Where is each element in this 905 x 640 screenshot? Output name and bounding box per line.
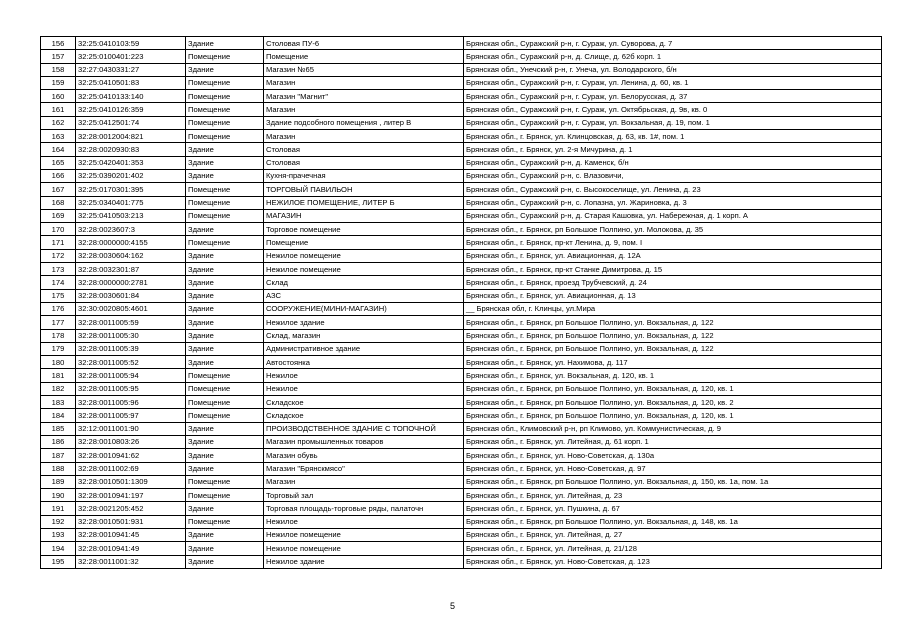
cadastral-number-cell: 32:28:0010941:197 [76, 489, 186, 502]
object-name-cell: Помещение [264, 50, 464, 63]
cadastral-number-cell: 32:27:0430331:27 [76, 63, 186, 76]
table-row [41, 449, 882, 462]
table-row [41, 342, 882, 355]
object-type-cell: Здание [186, 302, 264, 315]
object-address-cell: Брянская обл., г. Брянск, ул. Ново-Советская, д. 130а [464, 449, 882, 462]
table-row [41, 528, 882, 541]
cadastral-number-cell: 32:25:0410503:213 [76, 209, 186, 222]
object-type-cell: Здание [186, 263, 264, 276]
object-type-cell: Помещение [186, 209, 264, 222]
object-address-cell: Брянская обл., г. Брянск, рп Большое Полпино, ул. Вокзальная, д. 120, кв. 1 [464, 409, 882, 422]
object-name-cell: Нежилое здание [264, 316, 464, 329]
object-address-cell: Брянская обл., Суражский р-н, г. Сураж, ул. Суворова, д. 7 [464, 37, 882, 50]
cadastral-number-cell: 32:28:0011005:30 [76, 329, 186, 342]
cadastral-number-cell: 32:25:0410126:359 [76, 103, 186, 116]
object-name-cell: Нежилое помещение [264, 249, 464, 262]
cadastral-number-cell: 32:25:0420401:353 [76, 156, 186, 169]
row-number-cell: 188 [41, 462, 76, 475]
object-type-cell: Здание [186, 449, 264, 462]
table-row [41, 50, 882, 63]
object-type-cell: Здание [186, 156, 264, 169]
row-number-cell: 180 [41, 356, 76, 369]
row-number-cell: 182 [41, 382, 76, 395]
object-address-cell: Брянская обл., г. Брянск, ул. Ново-Советская, д. 123 [464, 555, 882, 568]
table-row [41, 156, 882, 169]
object-type-cell: Здание [186, 143, 264, 156]
object-type-cell: Здание [186, 555, 264, 568]
object-address-cell: Брянская обл., г. Брянск, рп Большое Полпино, ул. Молокова, д. 35 [464, 223, 882, 236]
cadastral-number-cell: 32:28:0011005:39 [76, 342, 186, 355]
cadastral-number-cell: 32:30:0020805:4601 [76, 302, 186, 315]
row-number-cell: 184 [41, 409, 76, 422]
table-row [41, 209, 882, 222]
object-name-cell: Столовая [264, 143, 464, 156]
row-number-cell: 174 [41, 276, 76, 289]
row-number-cell: 160 [41, 90, 76, 103]
object-name-cell: Магазин №65 [264, 63, 464, 76]
object-address-cell: Брянская обл., г. Брянск, рп Большое Полпино, ул. Вокзальная, д. 122 [464, 342, 882, 355]
object-address-cell: Брянская обл., Климовский р-н, рп Климово, ул. Коммунистическая, д. 9 [464, 422, 882, 435]
row-number-cell: 178 [41, 329, 76, 342]
row-number-cell: 158 [41, 63, 76, 76]
object-address-cell: Брянская обл., г. Брянск, ул. Литейная, д. 23 [464, 489, 882, 502]
table-row [41, 316, 882, 329]
object-address-cell: Брянская обл., г. Брянск, рп Большое Полпино, ул. Вокзальная, д. 150, кв. 1а, пом. 1а [464, 475, 882, 488]
object-type-cell: Помещение [186, 116, 264, 129]
object-address-cell: Брянская обл., Суражский р-н, с. Влазовичи, [464, 169, 882, 182]
object-address-cell: Брянская обл., Суражский р-н, д. Каменск, б/н [464, 156, 882, 169]
object-name-cell: Магазин [264, 103, 464, 116]
object-type-cell: Помещение [186, 475, 264, 488]
page-number: 5 [449, 601, 455, 611]
row-number-cell: 161 [41, 103, 76, 116]
cadastral-number-cell: 32:28:0030601:84 [76, 289, 186, 302]
row-number-cell: 186 [41, 435, 76, 448]
row-number-cell: 191 [41, 502, 76, 515]
table-row [41, 462, 882, 475]
table-row [41, 130, 882, 143]
table-row [41, 76, 882, 89]
object-type-cell: Помещение [186, 515, 264, 528]
cadastral-number-cell: 32:28:0010941:49 [76, 542, 186, 555]
object-type-cell: Здание [186, 542, 264, 555]
object-type-cell: Помещение [186, 196, 264, 209]
row-number-cell: 167 [41, 183, 76, 196]
object-name-cell: Нежилое помещение [264, 528, 464, 541]
object-address-cell: Брянская обл., г. Брянск, пр-кт Станке Димитрова, д. 15 [464, 263, 882, 276]
object-type-cell: Помещение [186, 103, 264, 116]
object-type-cell: Здание [186, 329, 264, 342]
table-row [41, 183, 882, 196]
object-address-cell: Брянская обл., г. Брянск, ул. Авиационная, д. 12А [464, 249, 882, 262]
object-name-cell: Магазин обувь [264, 449, 464, 462]
object-address-cell: Брянская обл., г. Брянск, ул. Вокзальная, д. 120, кв. 1 [464, 369, 882, 382]
row-number-cell: 164 [41, 143, 76, 156]
row-number-cell: 156 [41, 37, 76, 50]
cadastral-number-cell: 32:28:0011005:59 [76, 316, 186, 329]
cadastral-number-cell: 32:25:0390201:402 [76, 169, 186, 182]
table-row [41, 302, 882, 315]
row-number-cell: 175 [41, 289, 76, 302]
cadastral-number-cell: 32:28:0010501:931 [76, 515, 186, 528]
cadastral-number-cell: 32:25:0410133:140 [76, 90, 186, 103]
object-type-cell: Помещение [186, 489, 264, 502]
cadastral-number-cell: 32:28:0023607:3 [76, 223, 186, 236]
table-row [41, 489, 882, 502]
row-number-cell: 159 [41, 76, 76, 89]
object-address-cell: Брянская обл., г. Брянск, ул. Литейная, д. 61 корп. 1 [464, 435, 882, 448]
row-number-cell: 171 [41, 236, 76, 249]
object-name-cell: Кухня-прачечная [264, 169, 464, 182]
row-number-cell: 172 [41, 249, 76, 262]
row-number-cell: 185 [41, 422, 76, 435]
cadastral-number-cell: 32:28:0010501:1309 [76, 475, 186, 488]
object-name-cell: СООРУЖЕНИЕ(МИНИ-МАГАЗИН) [264, 302, 464, 315]
table-row [41, 169, 882, 182]
object-name-cell: Здание подсобного помещения , литер В [264, 116, 464, 129]
row-number-cell: 162 [41, 116, 76, 129]
cadastral-number-cell: 32:28:0011001:32 [76, 555, 186, 568]
object-address-cell: Брянская обл., Суражский р-н, г. Сураж, ул. Октябрьская, д. 9в, кв. 0 [464, 103, 882, 116]
object-name-cell: Нежилое [264, 382, 464, 395]
object-type-cell: Помещение [186, 409, 264, 422]
row-number-cell: 193 [41, 528, 76, 541]
row-number-cell: 192 [41, 515, 76, 528]
row-number-cell: 195 [41, 555, 76, 568]
cadastral-number-cell: 32:25:0340401:775 [76, 196, 186, 209]
cadastral-number-cell: 32:25:0170301:395 [76, 183, 186, 196]
object-type-cell: Здание [186, 169, 264, 182]
object-type-cell: Здание [186, 249, 264, 262]
cadastral-number-cell: 32:28:0011005:94 [76, 369, 186, 382]
object-name-cell: Магазин "Магнит" [264, 90, 464, 103]
object-name-cell: Столовая [264, 156, 464, 169]
object-address-cell: Брянская обл., Унечский р-н, г. Унеча, ул. Володарского, б/н [464, 63, 882, 76]
row-number-cell: 194 [41, 542, 76, 555]
table-row [41, 276, 882, 289]
object-name-cell: Помещение [264, 236, 464, 249]
object-name-cell: Магазин "Брянскмясо" [264, 462, 464, 475]
row-number-cell: 170 [41, 223, 76, 236]
object-address-cell: Брянская обл., г. Брянск, ул. Клинцовская, д. 63, кв. 1#, пом. 1 [464, 130, 882, 143]
row-number-cell: 166 [41, 169, 76, 182]
table-row [41, 356, 882, 369]
table-row [41, 289, 882, 302]
row-number-cell: 176 [41, 302, 76, 315]
object-name-cell: ПРОИЗВОДСТВЕННОЕ ЗДАНИЕ С ТОПОЧНОЙ [264, 422, 464, 435]
cadastral-number-cell: 32:28:0000000:2781 [76, 276, 186, 289]
object-type-cell: Здание [186, 37, 264, 50]
object-address-cell: Брянская обл., г. Брянск, рп Большое Полпино, ул. Вокзальная, д. 120, кв. 1 [464, 382, 882, 395]
object-name-cell: Магазин промышленных товаров [264, 435, 464, 448]
object-name-cell: АЗС [264, 289, 464, 302]
table-row [41, 263, 882, 276]
object-address-cell: Брянская обл., Суражский р-н, с. Лопазна, ул. Жариновка, д. 3 [464, 196, 882, 209]
object-type-cell: Помещение [186, 396, 264, 409]
object-address-cell: Брянская обл., г. Брянск, ул. Литейная, д. 27 [464, 528, 882, 541]
object-address-cell: Брянская обл., г. Брянск, рп Большое Полпино, ул. Вокзальная, д. 120, кв. 2 [464, 396, 882, 409]
registry-table-body [41, 37, 882, 569]
object-type-cell: Помещение [186, 90, 264, 103]
row-number-cell: 187 [41, 449, 76, 462]
object-type-cell: Здание [186, 63, 264, 76]
cadastral-number-cell: 32:28:0012004:821 [76, 130, 186, 143]
table-row [41, 382, 882, 395]
object-name-cell: Автостоянка [264, 356, 464, 369]
cadastral-number-cell: 32:28:0011005:95 [76, 382, 186, 395]
object-name-cell: Магазин [264, 76, 464, 89]
cadastral-number-cell: 32:12:0011001:90 [76, 422, 186, 435]
table-row [41, 329, 882, 342]
object-name-cell: МАГАЗИН [264, 209, 464, 222]
row-number-cell: 169 [41, 209, 76, 222]
cadastral-number-cell: 32:28:0011002:69 [76, 462, 186, 475]
object-name-cell: Нежилое здание [264, 555, 464, 568]
cadastral-number-cell: 32:28:0010941:62 [76, 449, 186, 462]
cadastral-number-cell: 32:25:0410103:59 [76, 37, 186, 50]
object-name-cell: Складское [264, 409, 464, 422]
object-address-cell: Брянская обл., г. Брянск, ул. Литейная, д. 21/128 [464, 542, 882, 555]
cadastral-number-cell: 32:28:0020930:83 [76, 143, 186, 156]
object-name-cell: Склад, магазин [264, 329, 464, 342]
cadastral-number-cell: 32:28:0010941:45 [76, 528, 186, 541]
object-address-cell: Брянская обл., г. Брянск, ул. Пушкина, д. 67 [464, 502, 882, 515]
table-row [41, 475, 882, 488]
object-name-cell: Склад [264, 276, 464, 289]
object-address-cell: Брянская обл., г. Брянск, ул. Ново-Советская, д. 97 [464, 462, 882, 475]
row-number-cell: 190 [41, 489, 76, 502]
cadastral-number-cell: 32:25:0412501:74 [76, 116, 186, 129]
object-type-cell: Здание [186, 422, 264, 435]
object-type-cell: Здание [186, 462, 264, 475]
cadastral-number-cell: 32:28:0011005:52 [76, 356, 186, 369]
table-row [41, 502, 882, 515]
object-address-cell: Брянская обл., г. Брянск, рп Большое Полпино, ул. Вокзальная, д. 148, кв. 1а [464, 515, 882, 528]
cadastral-number-cell: 32:28:0030604:162 [76, 249, 186, 262]
object-type-cell: Здание [186, 316, 264, 329]
row-number-cell: 165 [41, 156, 76, 169]
row-number-cell: 157 [41, 50, 76, 63]
object-name-cell: Нежилое [264, 515, 464, 528]
object-address-cell: Брянская обл., г. Брянск, рп Большое Полпино, ул. Вокзальная, д. 122 [464, 316, 882, 329]
object-name-cell: Торговый зал [264, 489, 464, 502]
object-type-cell: Здание [186, 223, 264, 236]
object-type-cell: Здание [186, 342, 264, 355]
object-address-cell: Брянская обл., Суражский р-н, г. Сураж, ул. Белорусская, д. 37 [464, 90, 882, 103]
cadastral-number-cell: 32:28:0010803:26 [76, 435, 186, 448]
object-type-cell: Здание [186, 502, 264, 515]
object-address-cell: Брянская обл., г. Брянск, проезд Трубчевский, д. 24 [464, 276, 882, 289]
object-address-cell: __ Брянская обл, г. Клинцы, ул.Мира [464, 302, 882, 315]
object-type-cell: Здание [186, 435, 264, 448]
object-type-cell: Помещение [186, 382, 264, 395]
row-number-cell: 179 [41, 342, 76, 355]
object-address-cell: Брянская обл., Суражский р-н, г. Сураж, ул. Ленина, д. 60, кв. 1 [464, 76, 882, 89]
object-name-cell: Административное здание [264, 342, 464, 355]
object-address-cell: Брянская обл., г. Брянск, ул. Нахимова, д. 117 [464, 356, 882, 369]
object-name-cell: Магазин [264, 475, 464, 488]
object-type-cell: Здание [186, 528, 264, 541]
object-address-cell: Брянская обл., г. Брянск, рп Большое Полпино, ул. Вокзальная, д. 122 [464, 329, 882, 342]
table-row [41, 143, 882, 156]
object-name-cell: Столовая ПУ-6 [264, 37, 464, 50]
table-row [41, 396, 882, 409]
object-name-cell: ТОРГОВЫЙ ПАВИЛЬОН [264, 183, 464, 196]
table-row [41, 90, 882, 103]
table-row [41, 409, 882, 422]
object-type-cell: Здание [186, 289, 264, 302]
row-number-cell: 168 [41, 196, 76, 209]
object-name-cell: Торговая площадь-торговые ряды, палаточн [264, 502, 464, 515]
object-type-cell: Помещение [186, 130, 264, 143]
row-number-cell: 173 [41, 263, 76, 276]
table-row [41, 249, 882, 262]
object-address-cell: Брянская обл., г. Брянск, пр-кт Ленина, д. 9, пом. I [464, 236, 882, 249]
object-address-cell: Брянская обл., Суражский р-н, с. Высокоселище, ул. Ленина, д. 23 [464, 183, 882, 196]
table-row [41, 196, 882, 209]
object-name-cell: Торговое помещение [264, 223, 464, 236]
table-row [41, 515, 882, 528]
object-name-cell: НЕЖИЛОЕ ПОМЕЩЕНИЕ, ЛИТЕР Б [264, 196, 464, 209]
row-number-cell: 183 [41, 396, 76, 409]
table-row [41, 37, 882, 50]
object-type-cell: Помещение [186, 236, 264, 249]
table-row [41, 422, 882, 435]
object-type-cell: Здание [186, 276, 264, 289]
table-row [41, 542, 882, 555]
object-address-cell: Брянская обл., Суражский р-н, г. Сураж, ул. Вокзальная, д. 19, пом. 1 [464, 116, 882, 129]
object-address-cell: Брянская обл., г. Брянск, ул. Авиационная, д. 13 [464, 289, 882, 302]
object-type-cell: Помещение [186, 369, 264, 382]
row-number-cell: 163 [41, 130, 76, 143]
cadastral-number-cell: 32:25:0100401:223 [76, 50, 186, 63]
cadastral-number-cell: 32:28:0021205:452 [76, 502, 186, 515]
cadastral-number-cell: 32:28:0011005:97 [76, 409, 186, 422]
table-row [41, 555, 882, 568]
object-name-cell: Нежилое помещение [264, 542, 464, 555]
cadastral-number-cell: 32:28:0011005:96 [76, 396, 186, 409]
row-number-cell: 181 [41, 369, 76, 382]
table-row [41, 116, 882, 129]
table-row [41, 63, 882, 76]
object-type-cell: Помещение [186, 183, 264, 196]
cadastral-number-cell: 32:25:0410501:83 [76, 76, 186, 89]
object-type-cell: Помещение [186, 76, 264, 89]
row-number-cell: 189 [41, 475, 76, 488]
object-address-cell: Брянская обл., Суражский р-н, д. Слище, д. 62б корп. 1 [464, 50, 882, 63]
table-row [41, 223, 882, 236]
table-row [41, 236, 882, 249]
object-type-cell: Здание [186, 356, 264, 369]
object-address-cell: Брянская обл., Суражский р-н, д. Старая Кашовка, ул. Набережная, д. 1 корп. А [464, 209, 882, 222]
property-registry-table [40, 36, 882, 569]
object-name-cell: Нежилое [264, 369, 464, 382]
cadastral-number-cell: 32:28:0000000:4155 [76, 236, 186, 249]
row-number-cell: 177 [41, 316, 76, 329]
object-type-cell: Помещение [186, 50, 264, 63]
object-name-cell: Складское [264, 396, 464, 409]
table-row [41, 435, 882, 448]
object-name-cell: Магазин [264, 130, 464, 143]
object-address-cell: Брянская обл., г. Брянск, ул. 2-я Мичурина, д. 1 [464, 143, 882, 156]
table-row [41, 369, 882, 382]
cadastral-number-cell: 32:28:0032301:87 [76, 263, 186, 276]
table-row [41, 103, 882, 116]
object-name-cell: Нежилое помещение [264, 263, 464, 276]
